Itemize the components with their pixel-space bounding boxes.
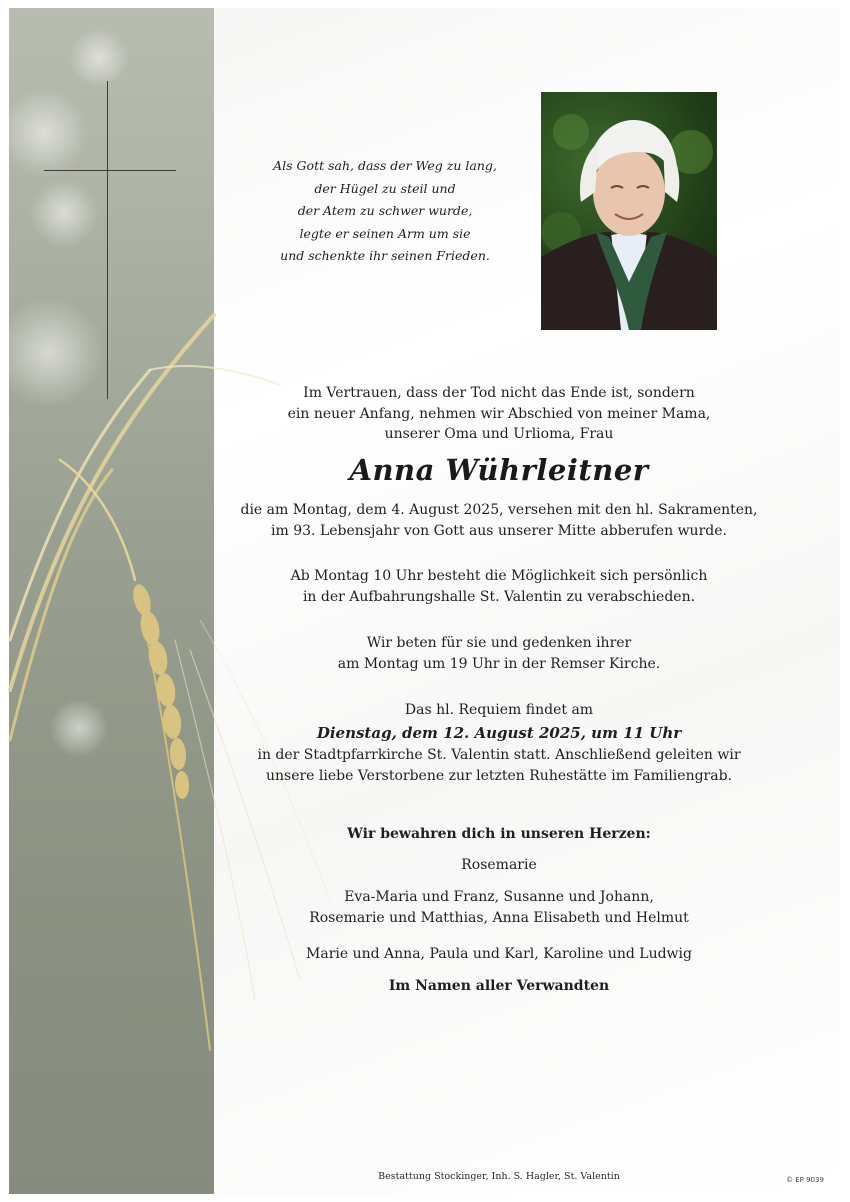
mourners-heading: Wir bewahren dich in unseren Herzen: <box>347 826 651 842</box>
portrait-illustration <box>541 92 717 330</box>
portrait-photo <box>541 92 717 330</box>
death-notice <box>214 500 784 541</box>
viewing-line: in der Aufbahrungshalle St. Valentin zu verabschieden. <box>302 588 696 605</box>
prayer-line: am Montag um 19 Uhr in der Remser Kirche. <box>337 655 661 672</box>
mourners-closing: Im Namen aller Verwandten <box>388 978 610 994</box>
poem-line: der Atem zu schwer wurde, <box>297 203 473 218</box>
prayer-line: Wir beten für sie und gedenken ihrer <box>366 635 632 651</box>
requiem-line: unsere liebe Verstorbene zur letzten Ruhestätte im Familiengrab. <box>265 767 733 784</box>
intro-line: ein neuer Anfang, nehmen wir Abschied von meiner Mama, <box>287 405 711 422</box>
mourner-daughter: Rosemarie <box>461 857 537 873</box>
grandchildren-line: Eva-Maria und Franz, Susanne und Johann, <box>344 889 654 905</box>
poem-line: Als Gott sah, dass der Weg zu lang, <box>273 158 497 173</box>
poem-line: und schenkte ihr seinen Frieden. <box>280 248 490 263</box>
deceased-name: Anna Wührleitner <box>349 453 649 487</box>
intro-text <box>214 383 784 445</box>
mourner-great-grandchildren: Marie und Anna, Paula und Karl, Karoline und Ludwig <box>306 946 692 962</box>
requiem-line: in der Stadtpfarrkirche St. Valentin statt. Anschließend geleiten wir <box>257 747 741 763</box>
viewing-line: Ab Montag 10 Uhr besteht die Möglichkeit sich persönlich <box>290 568 708 584</box>
poem <box>240 155 530 268</box>
death-notice-line: die am Montag, dem 4. August 2025, versehen mit den hl. Sakramenten, <box>240 502 758 518</box>
death-notice-line: im 93. Lebensjahr von Gott aus unserer Mitte abberufen wurde. <box>271 522 727 539</box>
grandchildren-line: Rosemarie und Matthias, Anna Elisabeth und Helmut <box>309 909 689 926</box>
requiem-intro: Das hl. Requiem findet am <box>404 702 594 718</box>
undertaker-footer: Bestattung Stockinger, Inh. S. Hagler, St. Valentin <box>378 1171 620 1182</box>
intro-line: Im Vertrauen, dass der Tod nicht das Ende ist, sondern <box>303 385 695 401</box>
poem-line: legte er seinen Arm um sie <box>299 225 471 241</box>
requiem-info <box>214 700 784 786</box>
copyright-notice: © EP 9039 <box>786 1176 824 1184</box>
mourner-grandchildren <box>214 887 784 928</box>
poem-line: der Hügel zu steil und <box>314 180 456 196</box>
viewing-info <box>214 566 784 607</box>
intro-line: unserer Oma und Urlioma, Frau <box>384 426 614 442</box>
requiem-date: Dienstag, dem 12. August 2025, um 11 Uhr <box>316 723 682 742</box>
prayer-info <box>214 633 784 674</box>
